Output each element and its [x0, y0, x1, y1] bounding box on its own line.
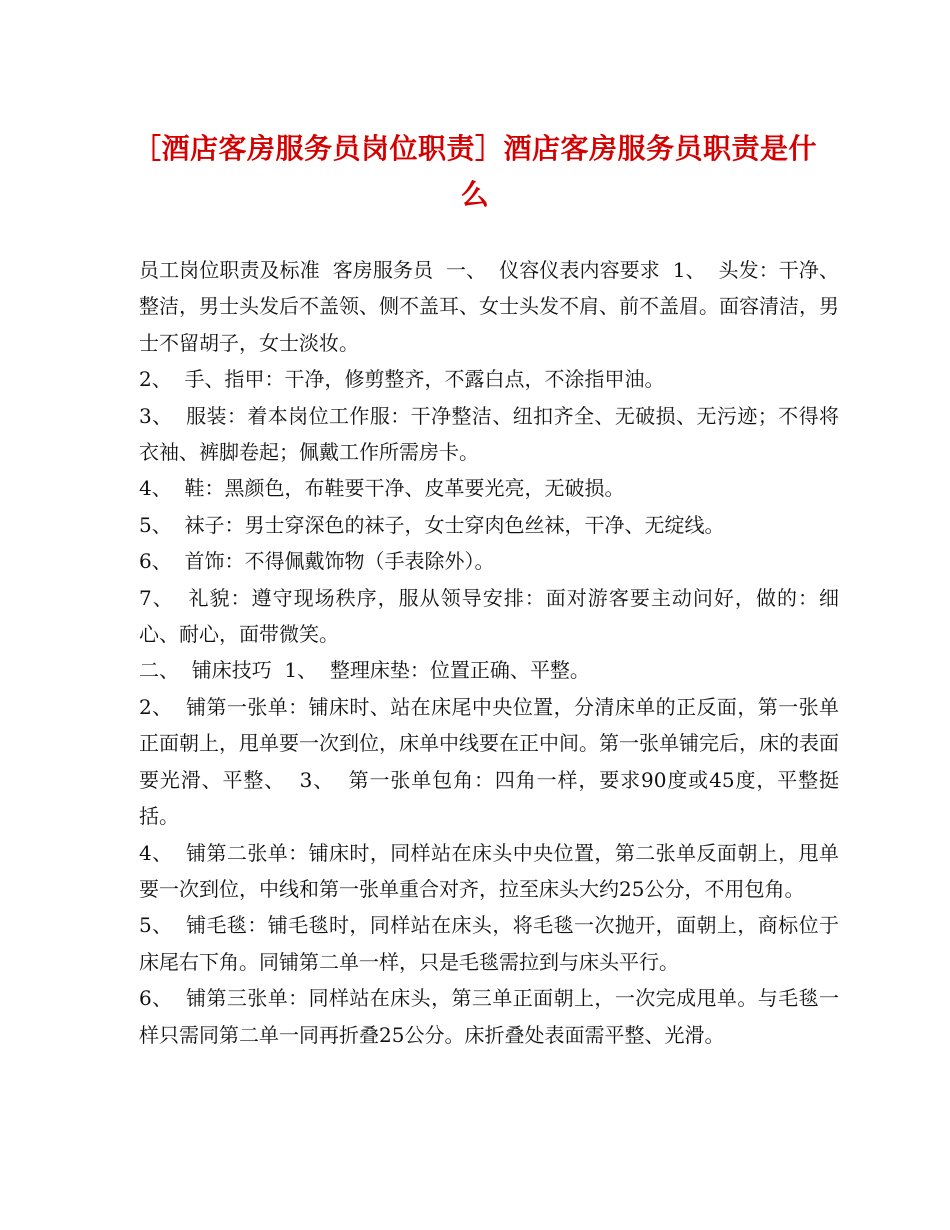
paragraph-appearance-hair: 员工岗位职责及标准 客房服务员 一、 仪容仪表内容要求 1、 头发：干净、整洁，男士头发后不盖领、侧不盖耳、女士头发不肩、前不盖眉。面容清洁，男士不留胡子，女士淡妆。	[139, 258, 839, 355]
paragraph-jewelry: 6、 首饰：不得佩戴饰物（手表除外）。	[139, 549, 495, 574]
paragraph-socks: 5、 袜子：男士穿深色的袜子，女士穿肉色丝袜，干净、无绽线。	[139, 512, 725, 537]
paragraph-uniform: 3、 服装：着本岗位工作服：干净整洁、纽扣齐全、无破损、无污迹；不得将衣袖、裤脚卷起；佩戴工作所需房卡。	[139, 403, 839, 465]
paragraph-nails: 2、 手、指甲：干净，修剪整齐，不露白点，不涂指甲油。	[139, 367, 665, 392]
paragraph-blanket: 5、 铺毛毯：铺毛毯时，同样站在床头，将毛毯一次抛开，面朝上，商标位于床尾右下角。同铺第二单一样，只是毛毯需拉到与床头平行。	[139, 913, 839, 974]
document-title: ［酒店客房服务员岗位职责］酒店客房服务员职责是什么	[132, 132, 817, 211]
paragraph-bed-making-intro: 二、 铺床技巧 1、 整理床垫：位置正确、平整。	[139, 658, 590, 683]
paragraph-manners: 7、 礼貌：遵守现场秩序，服从领导安排：面对游客要主动问好，做的：细心、耐心，面带微笑。	[139, 585, 839, 647]
paragraph-shoes: 4、 鞋：黑颜色，布鞋要干净、皮革要光亮，无破损。	[139, 476, 625, 501]
document-body	[139, 252, 839, 1053]
paragraph-second-sheet: 4、 铺第二张单：铺床时，同样站在床头中央位置，第二张单反面朝上，甩单要一次到位，中线和第一张单重合对齐，拉至床头大约25公分，不用包角。	[139, 840, 839, 901]
paragraph-first-sheet: 2、 铺第一张单：铺床时、站在床尾中央位置，分清床单的正反面，第一张单正面朝上，甩单要一次到位，床单中线要在正中间。第一张单铺完后，床的表面要光滑、平整、 3、 第一张单包角：四角一样，要求90度或45度，平整挺括。	[139, 694, 839, 829]
paragraph-third-sheet: 6、 铺第三张单：同样站在床头，第三单正面朝上，一次完成甩单。与毛毯一样只需同第二单一同再折叠25公分。床折叠处表面需平整、光滑。	[139, 986, 839, 1047]
